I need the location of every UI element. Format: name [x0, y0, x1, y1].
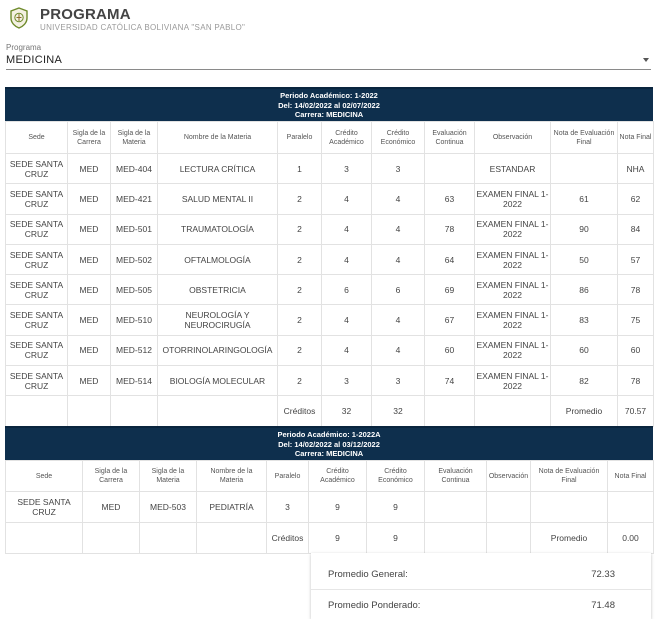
- final-exam-grade-cell: 83: [551, 305, 618, 335]
- course-name-cell: TRAUMATOLOGÍA: [158, 214, 278, 244]
- chevron-down-icon: [643, 58, 649, 62]
- course-code-cell: MED-510: [111, 305, 158, 335]
- period-header: [5, 426, 653, 460]
- column-header: Paralelo: [278, 122, 322, 154]
- section-cell: 2: [278, 214, 322, 244]
- table-header-row: [6, 122, 654, 154]
- final-exam-grade-cell: 60: [551, 335, 618, 365]
- final-grade-cell: 75: [618, 305, 654, 335]
- course-name-cell: OFTALMOLOGÍA: [158, 244, 278, 274]
- column-header: Evaluación Continua: [425, 461, 487, 492]
- course-name-cell: LECTURA CRÍTICA: [158, 154, 278, 184]
- section-cell: 2: [278, 305, 322, 335]
- program-select[interactable]: [6, 52, 651, 70]
- academic-credit-cell: 4: [322, 244, 372, 274]
- course-code-cell: MED-421: [111, 184, 158, 214]
- period-career: Carrera: MEDICINA: [294, 110, 364, 119]
- total-economic-credits: 9: [367, 523, 425, 554]
- final-grade-cell: 78: [618, 366, 654, 396]
- column-header: Sigla de la Carrera: [68, 122, 111, 154]
- general-average-row: [311, 559, 651, 590]
- career-code-cell: MED: [83, 492, 140, 523]
- period-career: Carrera: MEDICINA: [294, 449, 364, 458]
- table-row: [6, 154, 654, 184]
- course-name-cell: OTORRINOLARINGOLOGÍA: [158, 335, 278, 365]
- academic-credit-cell: 6: [322, 275, 372, 305]
- campus-cell: SEDE SANTA CRUZ: [6, 275, 68, 305]
- economic-credit-cell: 6: [372, 275, 425, 305]
- section-cell: 2: [278, 184, 322, 214]
- total-academic-credits: 9: [309, 523, 367, 554]
- average-label: Promedio: [531, 523, 608, 554]
- final-exam-grade-cell: 50: [551, 244, 618, 274]
- page-title: PROGRAMA: [40, 6, 131, 23]
- column-header: Sigla de la Materia: [140, 461, 197, 492]
- course-code-cell: MED-503: [140, 492, 197, 523]
- observation-cell: EXAMEN FINAL 1-2022: [475, 305, 551, 335]
- column-header: Nombre de la Materia: [158, 122, 278, 154]
- general-average-value: 72.33: [591, 569, 615, 580]
- period-title: Periodo Académico: 1-2022A: [277, 430, 381, 439]
- career-code-cell: MED: [68, 244, 111, 274]
- economic-credit-cell: 4: [372, 305, 425, 335]
- section-cell: 1: [278, 154, 322, 184]
- column-header: Sigla de la Materia: [111, 122, 158, 154]
- university-name: UNIVERSIDAD CATÓLICA BOLIVIANA "SAN PABLO": [40, 23, 246, 32]
- total-academic-credits: 32: [322, 396, 372, 426]
- final-grade-cell: NHA: [618, 154, 654, 184]
- career-code-cell: MED: [68, 335, 111, 365]
- economic-credit-cell: 3: [372, 154, 425, 184]
- period-dates: Del: 14/02/2022 al 03/12/2022: [278, 439, 380, 449]
- column-header: Nota de Evaluación Final: [531, 461, 608, 492]
- final-exam-grade-cell: 61: [551, 184, 618, 214]
- column-header: Crédito Económico: [367, 461, 425, 492]
- credits-label: Créditos: [278, 396, 322, 426]
- grades-table: [5, 121, 654, 427]
- continuous-eval-cell: [425, 154, 475, 184]
- column-header: Crédito Académico: [322, 122, 372, 154]
- continuous-eval-cell: 69: [425, 275, 475, 305]
- program-select-value: MEDICINA: [6, 54, 63, 66]
- section-cell: 2: [278, 366, 322, 396]
- period-dates: Del: 14/02/2022 al 02/07/2022: [278, 100, 380, 110]
- table-row: [6, 492, 654, 523]
- table-row: [6, 275, 654, 305]
- career-code-cell: MED: [68, 154, 111, 184]
- column-header: Evaluación Continua: [425, 122, 475, 154]
- university-logo-icon: [9, 7, 29, 29]
- campus-cell: SEDE SANTA CRUZ: [6, 335, 68, 365]
- table-row: [6, 184, 654, 214]
- column-header: Sigla de la Carrera: [83, 461, 140, 492]
- course-code-cell: MED-512: [111, 335, 158, 365]
- course-code-cell: MED-502: [111, 244, 158, 274]
- column-header: Observación: [475, 122, 551, 154]
- campus-cell: SEDE SANTA CRUZ: [6, 305, 68, 335]
- weighted-average-value: 71.48: [591, 600, 615, 611]
- final-exam-grade-cell: [551, 154, 618, 184]
- column-header: Paralelo: [267, 461, 309, 492]
- observation-cell: EXAMEN FINAL 1-2022: [475, 275, 551, 305]
- column-header: Sede: [6, 122, 68, 154]
- period-block: [5, 426, 653, 554]
- campus-cell: SEDE SANTA CRUZ: [6, 366, 68, 396]
- observation-cell: EXAMEN FINAL 1-2022: [475, 366, 551, 396]
- final-exam-grade-cell: 86: [551, 275, 618, 305]
- campus-cell: SEDE SANTA CRUZ: [6, 154, 68, 184]
- academic-credit-cell: 3: [322, 154, 372, 184]
- totals-row: [6, 523, 654, 554]
- final-grade-cell: 84: [618, 214, 654, 244]
- continuous-eval-cell: 63: [425, 184, 475, 214]
- economic-credit-cell: 3: [372, 366, 425, 396]
- credits-label: Créditos: [267, 523, 309, 554]
- campus-cell: SEDE SANTA CRUZ: [6, 184, 68, 214]
- final-grade-cell: 78: [618, 275, 654, 305]
- economic-credit-cell: 9: [367, 492, 425, 523]
- continuous-eval-cell: 74: [425, 366, 475, 396]
- period-average: 0.00: [608, 523, 654, 554]
- average-label: Promedio: [551, 396, 618, 426]
- column-header: Sede: [6, 461, 83, 492]
- academic-credit-cell: 3: [322, 366, 372, 396]
- academic-credit-cell: 4: [322, 214, 372, 244]
- continuous-eval-cell: [425, 492, 487, 523]
- final-grade-cell: [608, 492, 654, 523]
- course-code-cell: MED-404: [111, 154, 158, 184]
- career-code-cell: MED: [68, 214, 111, 244]
- final-grade-cell: 57: [618, 244, 654, 274]
- academic-credit-cell: 4: [322, 184, 372, 214]
- final-grade-cell: 60: [618, 335, 654, 365]
- career-code-cell: MED: [68, 366, 111, 396]
- course-code-cell: MED-505: [111, 275, 158, 305]
- table-row: [6, 335, 654, 365]
- academic-credit-cell: 4: [322, 335, 372, 365]
- academic-credit-cell: 9: [309, 492, 367, 523]
- column-header: Observación: [487, 461, 531, 492]
- table-row: [6, 366, 654, 396]
- section-cell: 3: [267, 492, 309, 523]
- observation-cell: EXAMEN FINAL 1-2022: [475, 214, 551, 244]
- course-name-cell: BIOLOGÍA MOLECULAR: [158, 366, 278, 396]
- column-header: Crédito Económico: [372, 122, 425, 154]
- observation-cell: EXAMEN FINAL 1-2022: [475, 184, 551, 214]
- column-header: Crédito Académico: [309, 461, 367, 492]
- column-header: Nota Final: [618, 122, 654, 154]
- continuous-eval-cell: 78: [425, 214, 475, 244]
- total-economic-credits: 32: [372, 396, 425, 426]
- weighted-average-row: [311, 590, 651, 619]
- course-name-cell: NEUROLOGÍA Y NEUROCIRUGÍA: [158, 305, 278, 335]
- column-header: Nota Final: [608, 461, 654, 492]
- academic-credit-cell: 4: [322, 305, 372, 335]
- course-name-cell: PEDIATRÍA: [197, 492, 267, 523]
- campus-cell: SEDE SANTA CRUZ: [6, 214, 68, 244]
- continuous-eval-cell: 64: [425, 244, 475, 274]
- period-header: [5, 87, 653, 121]
- period-title: Periodo Académico: 1-2022: [280, 91, 378, 100]
- campus-cell: SEDE SANTA CRUZ: [6, 244, 68, 274]
- table-row: [6, 305, 654, 335]
- campus-cell: SEDE SANTA CRUZ: [6, 492, 83, 523]
- column-header: Nombre de la Materia: [197, 461, 267, 492]
- career-code-cell: MED: [68, 275, 111, 305]
- course-code-cell: MED-501: [111, 214, 158, 244]
- column-header: Nota de Evaluación Final: [551, 122, 618, 154]
- observation-cell: EXAMEN FINAL 1-2022: [475, 244, 551, 274]
- section-cell: 2: [278, 244, 322, 274]
- career-code-cell: MED: [68, 305, 111, 335]
- weighted-average-label: Promedio Ponderado:: [328, 600, 421, 611]
- program-select-label: Programa: [6, 43, 42, 52]
- grades-table: [5, 460, 654, 554]
- totals-row: [6, 396, 654, 426]
- table-row: [6, 214, 654, 244]
- table-row: [6, 244, 654, 274]
- course-name-cell: SALUD MENTAL II: [158, 184, 278, 214]
- economic-credit-cell: 4: [372, 184, 425, 214]
- economic-credit-cell: 4: [372, 335, 425, 365]
- economic-credit-cell: 4: [372, 214, 425, 244]
- period-average: 70.57: [618, 396, 654, 426]
- final-exam-grade-cell: 90: [551, 214, 618, 244]
- general-average-label: Promedio General:: [328, 569, 408, 580]
- continuous-eval-cell: 60: [425, 335, 475, 365]
- course-code-cell: MED-514: [111, 366, 158, 396]
- summary-card: [311, 553, 651, 619]
- page-header: [0, 0, 657, 40]
- section-cell: 2: [278, 335, 322, 365]
- course-name-cell: OBSTETRICIA: [158, 275, 278, 305]
- observation-cell: ESTANDAR: [475, 154, 551, 184]
- period-block: [5, 87, 653, 427]
- final-exam-grade-cell: [531, 492, 608, 523]
- continuous-eval-cell: 67: [425, 305, 475, 335]
- final-grade-cell: 62: [618, 184, 654, 214]
- economic-credit-cell: 4: [372, 244, 425, 274]
- career-code-cell: MED: [68, 184, 111, 214]
- observation-cell: EXAMEN FINAL 1-2022: [475, 335, 551, 365]
- observation-cell: [487, 492, 531, 523]
- table-header-row: [6, 461, 654, 492]
- section-cell: 2: [278, 275, 322, 305]
- final-exam-grade-cell: 82: [551, 366, 618, 396]
